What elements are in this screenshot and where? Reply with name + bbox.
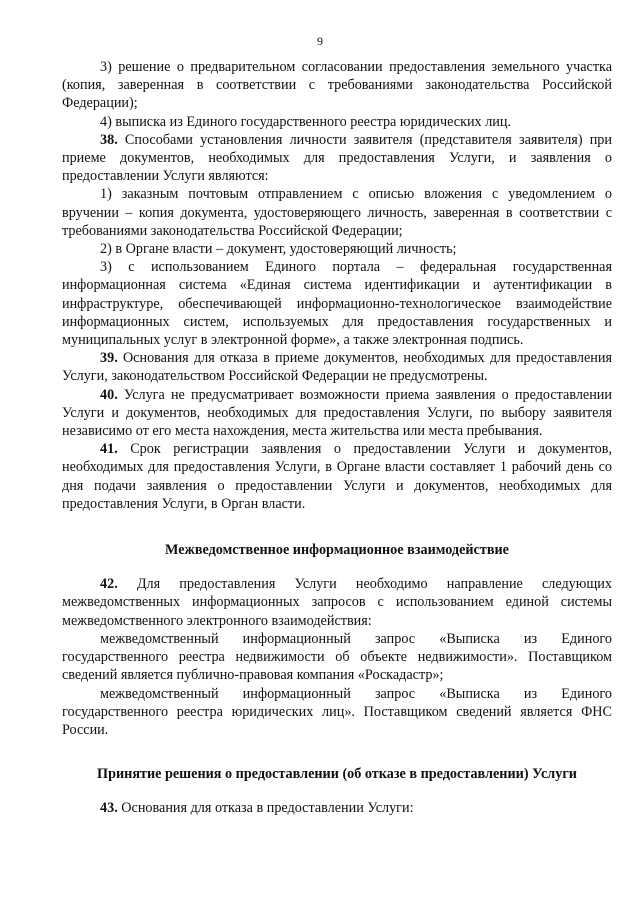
clause-text: Основания для отказа в предоставлении Услуги: [117,800,414,817]
clause-text: Срок регистрации заявления о предоставлении Услуги и документов, необходимых для предоставления Услуги, в Органе власти составляет 1 рабочий день со дня подачи заявления о предоставлении Услуги и документов, необходимых для предоставления Услуги, в Орган власти. [62,441,612,512]
paragraph-42 [62,575,612,630]
paragraph-method-1: 1) заказным почтовым отправлением с описью вложения с уведомлением о вручении – копия документа, удостоверяющего личность, заверенная в соответствии с требованиями законодательства Российской Федерации; [62,186,612,239]
paragraph-request-2: межведомственный информационный запрос «Выписка из Единого государственного реестра юридических лиц». Поставщиком сведений является ФНС России. [62,685,612,738]
paragraph-38 [62,131,612,186]
clause-number: 40. [100,386,118,403]
page-number: 9 [317,34,323,48]
clause-text: Способами установления личности заявителя (представителя заявителя) при приеме документов, необходимых для предоставления Услуги, и заявления о предоставлении Услуги являются: [62,131,612,185]
paragraph-item-3: 3) решение о предварительном согласовании предоставления земельного участка (копия, заверенная в соответствии с требованиями законодательства Российской Федерации); [62,59,612,112]
paragraph-method-2: 2) в Органе власти – документ, удостоверяющий личность; [100,241,457,258]
clause-text: Услуга не предусматривает возможности приема заявления о предоставлении Услуги и документов, необходимых для предоставления Услуги, по выбору заявителя независимо от его места нахождения, места жительства или места пребывания. [62,386,612,440]
paragraph-41 [62,440,612,513]
clause-text: Основания для отказа в приеме документов, необходимых для предоставления Услуги, законодательством Российской Федерации не предусмотрены. [62,350,612,385]
section-heading-decision: Принятие решения о предоставлении (об отказе в предоставлении) Услуги [97,766,577,783]
document-body [62,58,612,818]
paragraph-item-4: 4) выписка из Единого государственного реестра юридических лиц. [100,113,512,130]
paragraph-39 [62,349,612,385]
clause-number: 41. [100,441,118,458]
clause-number: 43. [100,800,118,817]
section-heading-interagency: Межведомственное информационное взаимодействие [165,542,509,559]
clause-number: 39. [100,350,118,367]
clause-number: 42. [100,576,118,593]
paragraph-method-3: 3) с использованием Единого портала – федеральная государственная информационная система «Единая система идентификации и аутентификации в инфраструктуре, обеспечивающей информационно-технологическое взаимодействие информационных систем, используемых для предоставления государственных и муниципальных услуг в электронной форме», а также электронная подпись. [62,259,612,349]
clause-text: Для предоставления Услуги необходимо направление следующих межведомственных информационных запросов с использованием единой системы межведомственного электронного взаимодействия: [62,576,612,629]
paragraph-request-1: межведомственный информационный запрос «Выписка из Единого государственного реестра недвижимости об объекте недвижимости». Поставщиком сведений является публично-правовая компания «Роскадастр»; [62,630,612,684]
clause-number: 38. [100,131,118,148]
paragraph-40 [62,386,612,441]
paragraph-43 [62,799,612,817]
